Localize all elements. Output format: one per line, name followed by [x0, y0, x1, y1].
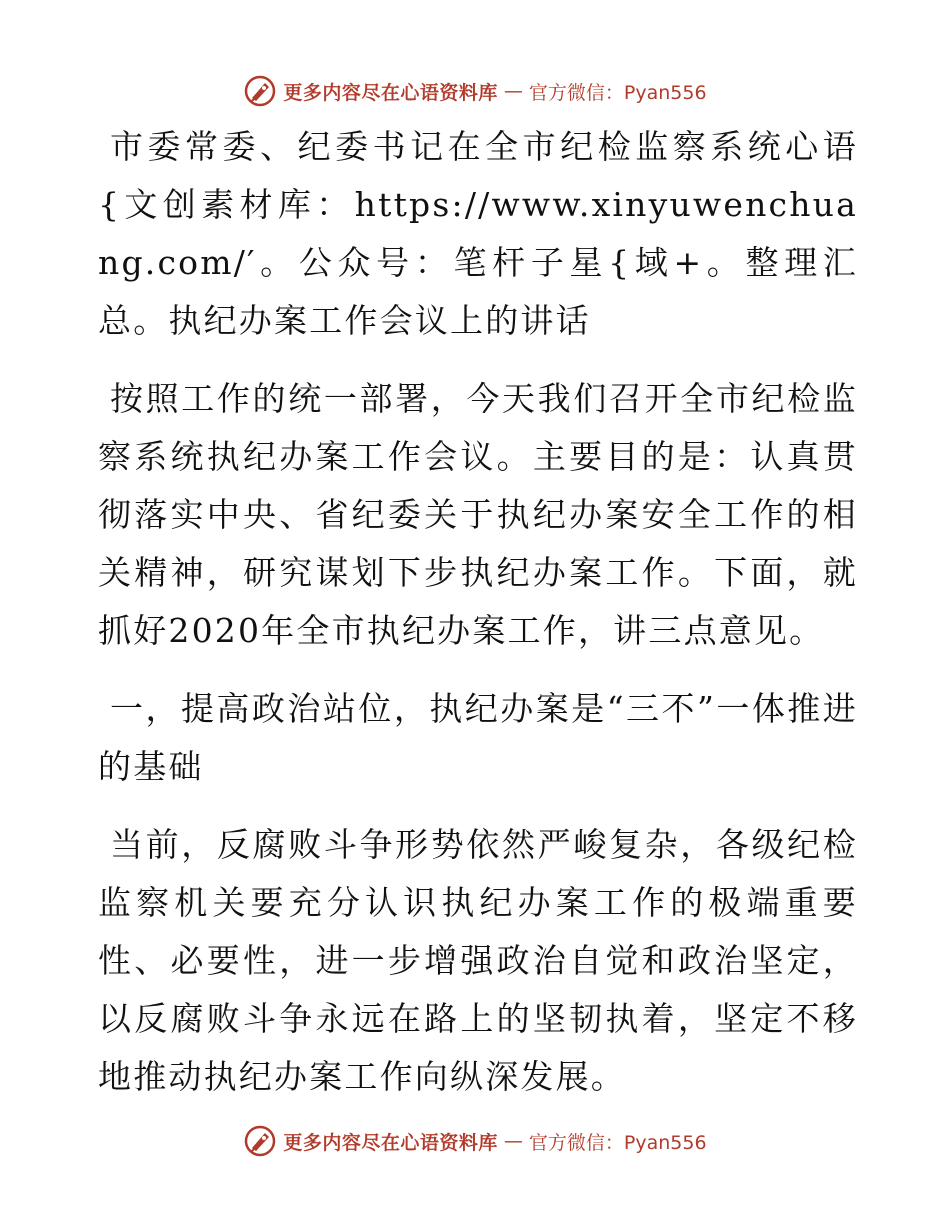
- body-paragraph: 当前，反腐败斗争形势依然严峻复杂，各级纪检监察机关要充分认识执纪办案工作的极端重要性、必要性，进一步增强政治自觉和政治坚定，以反腐败斗争永远在路上的坚韧执着，坚定不移地推动执纪办案工作向纵深发展。: [98, 825, 858, 1096]
- banner-title: 更多内容尽在心语资料库: [283, 81, 498, 104]
- banner-separator: —: [503, 1130, 523, 1152]
- body-paragraph: 按照工作的统一部署，今天我们召开全市纪检监察系统执纪办案工作会议。主要目的是：认真贯彻落实中央、省纪委关于执纪办案安全工作的相关精神，研究谋划下步执纪办案工作。下面，就抓好2020年全市执纪办案工作，讲三点意见。: [98, 379, 858, 650]
- pen-nib-logo-icon: [243, 1124, 277, 1158]
- banner-wechat: 官方微信：Pyan556: [528, 1131, 707, 1154]
- banner-separator: —: [503, 80, 523, 102]
- document-title: 市委常委、纪委书记在全市纪检监察系统心语{文创素材库：https://www.xinyuwenchuang.com/′。公众号：笔杆子星{域+。整理汇总。执纪办案工作会议上的讲话: [98, 127, 858, 340]
- banner-wechat: 官方微信：Pyan556: [528, 81, 707, 104]
- section-heading: 一，提高政治站位，执纪办案是“三不”一体推进的基础: [98, 689, 858, 786]
- footer-banner: [0, 1121, 950, 1161]
- header-banner: [0, 71, 950, 111]
- pen-nib-logo-icon: [243, 74, 277, 108]
- banner-title: 更多内容尽在心语资料库: [283, 1131, 498, 1154]
- document-body: [98, 118, 858, 1126]
